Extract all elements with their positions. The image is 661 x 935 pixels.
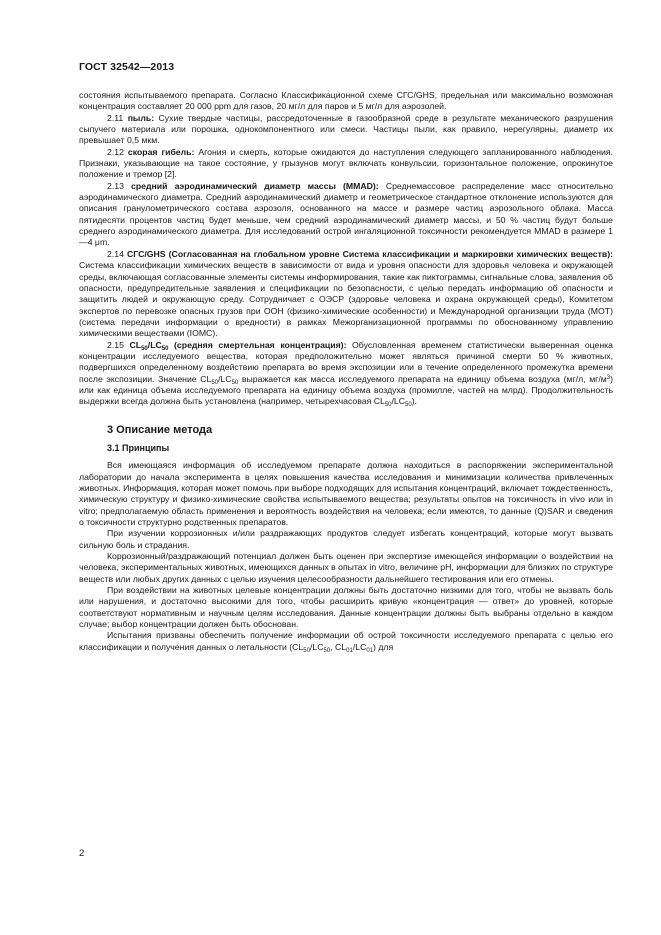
definition-term: скорая гибель: <box>127 146 195 157</box>
paragraph: При воздействии на животных целевые концентрации должны быть достаточно низкими для того, чтобы не вызвать боль или нарушения, и достаточно высокими для того, чтобы расширить кривую «концентрация — ответ» до уровней, которые соответствуют нормативным и научным целям исследования. Данные концентрации должны быть выбраны отдельно в каждом случае; выбор концентрации должен быть обоснован. <box>79 585 613 630</box>
definition-text: Обусловленная временем статистически выверенная оценка концентрации исследуемого вещества, которая предположительно может являться причиной смерти 50 % животных, подвергшихся определенному воздействию препарата во время экспозиции или в течение определенного промежутка времени после экспозиции. Значение $CL_{50}/LC_{50}$ выражается как масса исследуемого препарата на единицу объема воздуха (мг/л, $мг/м^3$) или как единица объема исследуемого препарата на единицу объема воздуха (промилле, частей на млрд). Продолжительность выдержки всегда должна быть установлена (например, четырехчасовая $CL_{50}/LC_{50}$). <box>79 339 613 409</box>
paragraph: Испытания призваны обеспечить получение информации об острой токсичности исследуемого препарата с целью его классификации и получения данных о летальности ($CL_{50}/LC_{50}$, $CL_{01}/LC_{01}$) для <box>79 630 613 654</box>
paragraph: состояния испытываемого препарата. Согласно Классификационной схеме СГС/GHS, предельная или максимально возможная концентрация составляет 20 000 ppm для газов, 20 мг/л для паров и 5 мг/л для аэрозолей. <box>79 90 613 112</box>
document-header: ГОСТ 32542—2013 <box>79 61 175 73</box>
subsection-title: 3.1 Принципы <box>107 442 170 453</box>
definition-2-14 <box>79 249 613 340</box>
definition-2-13 <box>79 181 613 249</box>
definition-text: Сухие твердые частицы, рассредоточенные в газообразной среде в результате механического разрушения сыпучего материала или порошка, однокомпонентного или смеси. Частицы пыли, как правило, нерегулярны, диаметр их превышает 0,5 мкм. <box>79 112 613 146</box>
paragraph: Вся имеющаяся информация об исследуемом препарате должна находиться в распоряжении экспериментальной лаборатории до начала эксперимента в целях повышения качества исследования и минимизации количества привлеченных животных. Информация, которая может помочь при выборе подходящих для испытания концентраций, включает тождественность, химическую структуру и физико-химические свойства испытываемого вещества; результаты опытов на токсичность in vivo или in vitro; предполагаемую область применения и вероятность воздействия на человека; если имеются, то данные (Q)SAR и сведения о токсичности структурно родственных препаратов. <box>79 460 613 528</box>
definition-number: 2.12 <box>107 146 124 157</box>
definition-2-15 <box>79 340 613 408</box>
definition-term: $CL_{50}/LC_{50}$ (средняя смертельная концентрация): <box>129 339 347 352</box>
definition-2-11 <box>79 113 613 147</box>
definition-term: пыль: <box>127 112 155 123</box>
definition-text: Среднемассовое распределение масс относительно аэродинамического диаметра. Средний аэродинамический диаметр и геометрическое стандартное отклонение используются для описания гранулометрического состава аэрозоля, основанного на массе и размере частиц аэрозольного облака. Масса пятидесяти процентов частиц будет меньше, чем средний аэродинамический диаметр массы, и 50 % частиц будут больше среднего аэродинамического диаметра. Для исследований острой ингаляционной токсичности рекомендуется MMAD в размере 1—4 μm. <box>79 180 613 248</box>
definition-term: средний аэродинамический диаметр массы (MMAD): <box>131 180 379 191</box>
definition-text: Агония и смерть, которые ожидаются до наступления следующего запланированного наблюдения. Признаки, указывающие на такое состояние, у грызунов могут включать конвульсии, горизонтальное положение, опрокинутое положение и тремор [2]. <box>79 146 614 180</box>
document-body <box>79 90 613 653</box>
definition-term: СГС/GHS (Согласованная на глобальном уровне Система классификации и маркировки химических веществ): <box>127 248 613 259</box>
definition-2-12 <box>79 147 613 181</box>
definition-number: 2.13 <box>107 180 124 191</box>
definition-number: 2.11 <box>107 112 124 123</box>
section-title: 3 Описание метода <box>107 423 213 436</box>
page-number: 2 <box>79 848 85 859</box>
definition-number: 2.15 <box>107 339 124 350</box>
paragraph: Коррозионный/раздражающий потенциал должен быть оценен при экспертизе имеющейся информации о воздействии на человека, экспериментальных животных, имеющихся данных в опытах in vitro, величине pH, информации для близких по структуре веществ или любых других данных с целью изучения целесообразности дальнейшего тестирования или его отмены. <box>79 551 613 584</box>
paragraph: При изучении коррозионных и/или раздражающих продуктов следует избегать концентраций, которые могут вызвать сильную боль и страдания. <box>79 528 613 550</box>
definition-number: 2.14 <box>107 248 124 259</box>
definition-text: Система классификации химических веществ в зависимости от вида и уровня опасности для здоровья человека и окружающей среды, включающая согласованные элементы системы информирования, такие как пиктограммы, сигнальные слова, заявления об опасности, предупредительные заявления и спецификации по безопасности, с целью передать информацию об опасности и защитить людей и окружающую среду. Сотрудничает с ОЭСР (здоровье человека и охрана окружающей среды), Комитетом экспертов по перевозке опасных грузов при ООН (физико-химические особенности) и Международной организации труда (МОТ) (система передачи информации о вредности) в рамках Межорганизационной программы по обоснованному управлению химическими веществами (IOMC). <box>79 260 613 339</box>
